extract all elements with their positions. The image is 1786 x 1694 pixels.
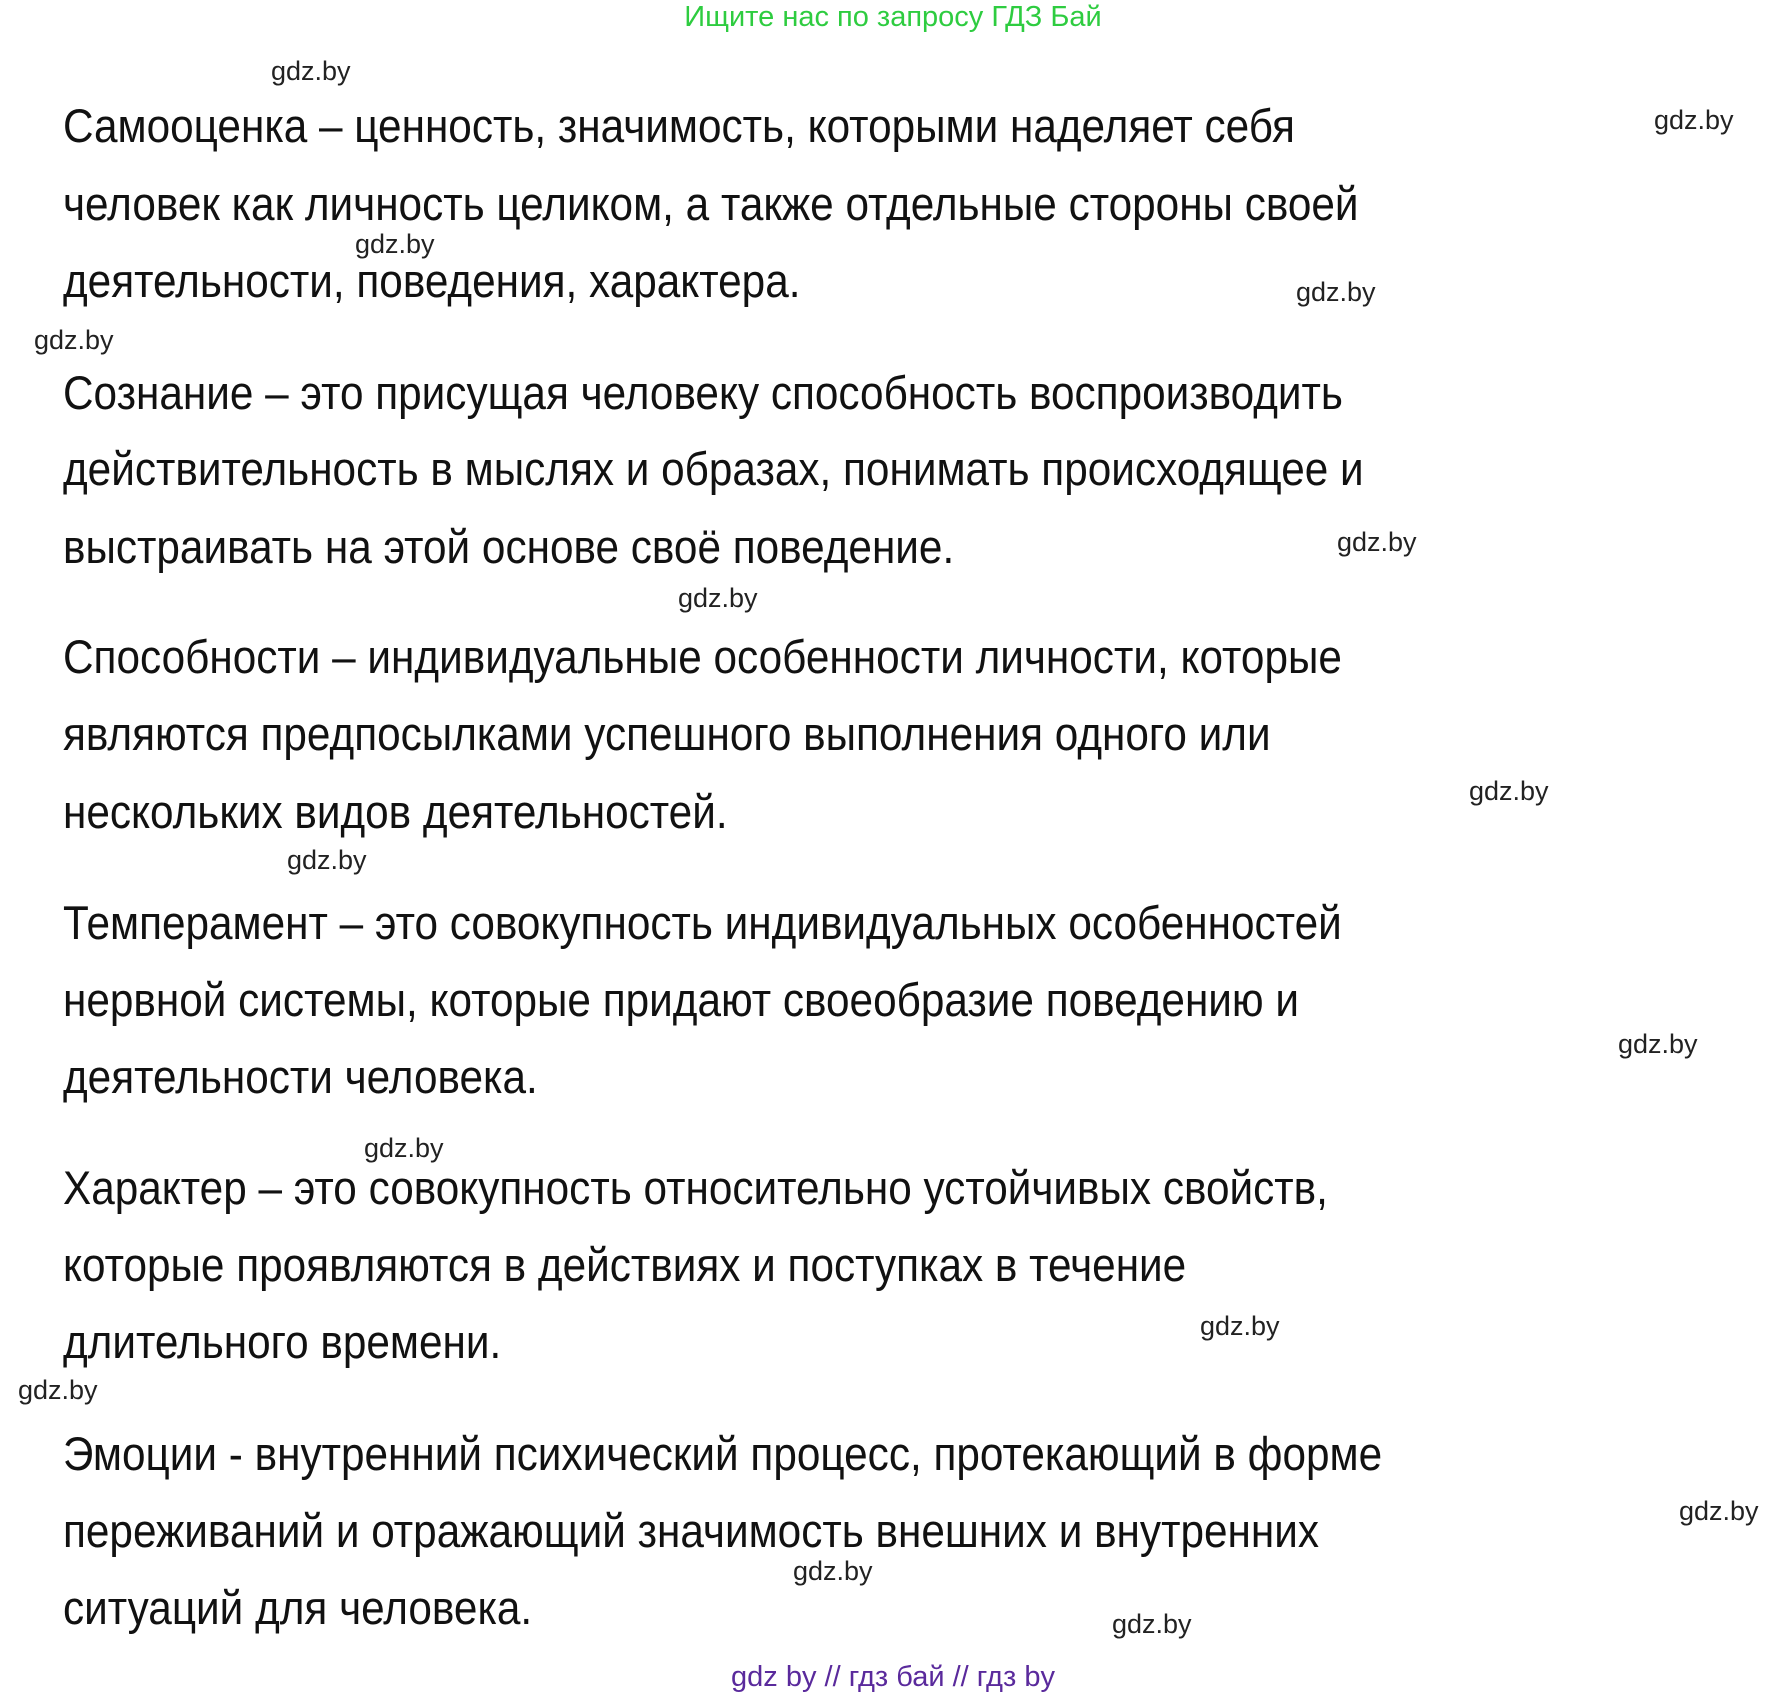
watermark: gdz.by [18, 1375, 98, 1405]
watermark: gdz.by [678, 583, 758, 613]
watermark: gdz.by [1679, 1496, 1759, 1526]
paragraph-line: Эмоции - внутренний психический процесс, протекающий в форме [63, 1427, 1383, 1480]
paragraph-line: ситуаций для человека. [63, 1581, 533, 1634]
watermark: gdz.by [34, 325, 114, 355]
search-hint-header: Ищите нас по запросу ГДЗ Бай [684, 1, 1102, 33]
paragraph-line: нервной системы, которые придают своеобразие поведению и [63, 973, 1300, 1026]
paragraph-line: являются предпосылками успешного выполнения одного или [63, 707, 1271, 760]
paragraph-line: Характер – это совокупность относительно устойчивых свойств, [63, 1161, 1328, 1214]
paragraph-line: человек как личность целиком, а также отдельные стороны своей [63, 177, 1359, 230]
paragraph-line: Сознание – это присущая человеку способность воспроизводить [63, 366, 1343, 419]
watermark: gdz.by [364, 1133, 444, 1163]
watermark: gdz.by [1654, 105, 1734, 135]
paragraph-line: деятельности человека. [63, 1050, 538, 1103]
watermark: gdz.by [271, 56, 351, 86]
watermark: gdz.by [1337, 527, 1417, 557]
paragraph-line: Темперамент – это совокупность индивидуальных особенностей [63, 896, 1342, 949]
paragraph-line: выстраивать на этой основе своё поведение. [63, 520, 955, 573]
watermark: gdz.by [793, 1556, 873, 1586]
paragraph-line: Способности – индивидуальные особенности личности, которые [63, 630, 1342, 683]
watermark: gdz.by [1112, 1609, 1192, 1639]
watermark: gdz.by [1296, 277, 1376, 307]
watermark: gdz.by [355, 229, 435, 259]
watermark: gdz.by [1200, 1311, 1280, 1341]
paragraph-line: Самооценка – ценность, значимость, которыми наделяет себя [63, 99, 1295, 152]
watermark: gdz.by [1618, 1029, 1698, 1059]
paragraph-line: нескольких видов деятельностей. [63, 785, 728, 838]
watermark: gdz.by [287, 845, 367, 875]
paragraph-line: длительного времени. [63, 1315, 502, 1368]
paragraph-line: которые проявляются в действиях и поступках в течение [63, 1238, 1187, 1291]
watermark: gdz.by [1469, 776, 1549, 806]
paragraph-line: действительность в мыслях и образах, понимать происходящее и [63, 442, 1364, 495]
footer-links: gdz by // гдз бай // гдз by [731, 1661, 1055, 1693]
paragraph-line: переживаний и отражающий значимость внешних и внутренних [63, 1504, 1319, 1557]
paragraph-line: деятельности, поведения, характера. [63, 254, 801, 307]
